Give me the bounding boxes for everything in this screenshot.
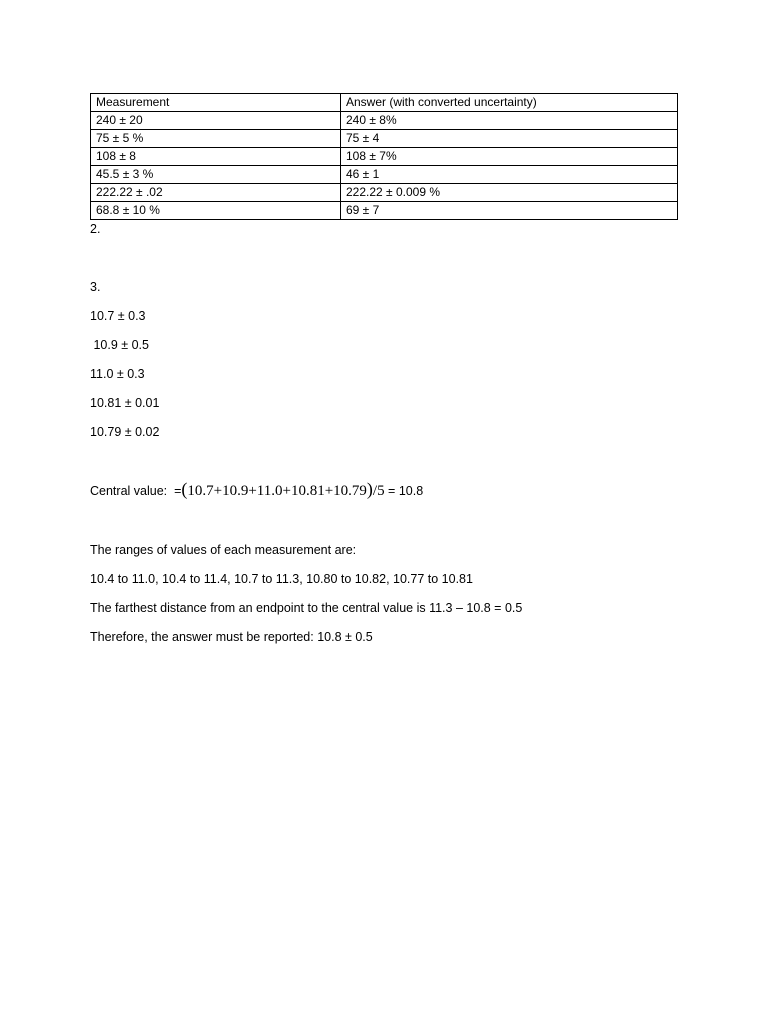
formula-close-paren: ) xyxy=(366,479,373,499)
table-row xyxy=(91,202,678,220)
measurement-cell: 222.22 ± .02 xyxy=(91,184,341,202)
answer-cell: 69 ± 7 xyxy=(341,202,678,220)
conclusion-line: Therefore, the answer must be reported: 10.8 ± 0.5 xyxy=(90,630,373,644)
answer-cell: 75 ± 4 xyxy=(341,130,678,148)
measurement-line: 11.0 ± 0.3 xyxy=(90,367,145,381)
header-answer: Answer (with converted uncertainty) xyxy=(341,94,678,112)
measurement-cell: 108 ± 8 xyxy=(91,148,341,166)
item-2-label: 2. xyxy=(90,222,101,236)
measurement-line: 10.81 ± 0.01 xyxy=(90,396,160,410)
answer-cell: 108 ± 7% xyxy=(341,148,678,166)
answer-cell: 222.22 ± 0.009 % xyxy=(341,184,678,202)
answer-cell: 240 ± 8% xyxy=(341,112,678,130)
central-value-line xyxy=(90,479,424,499)
table-row xyxy=(91,148,678,166)
measurement-line: 10.79 ± 0.02 xyxy=(90,425,160,439)
table-row xyxy=(91,130,678,148)
table-header-row xyxy=(91,94,678,112)
measurement-line: 10.7 ± 0.3 xyxy=(90,309,146,323)
answer-cell: 46 ± 1 xyxy=(341,166,678,184)
formula-divisor: /5 xyxy=(372,483,385,499)
table-row xyxy=(91,166,678,184)
table-row xyxy=(91,112,678,130)
item-3-label: 3. xyxy=(90,280,101,294)
formula-expression: 10.7+10.9+11.0+10.81+10.79 xyxy=(187,483,367,499)
header-measurement: Measurement xyxy=(91,94,341,112)
measurement-cell: 45.5 ± 3 % xyxy=(91,166,341,184)
ranges-intro: The ranges of values of each measurement are: xyxy=(90,543,357,557)
uncertainty-table xyxy=(90,93,678,220)
measurement-cell: 75 ± 5 % xyxy=(91,130,341,148)
farthest-distance-line: The farthest distance from an endpoint to the central value is 11.3 – 10.8 = 0.5 xyxy=(90,601,523,615)
central-value-result: = 10.8 xyxy=(384,484,424,498)
measurement-line: 10.9 ± 0.5 xyxy=(90,338,149,352)
measurement-cell: 240 ± 20 xyxy=(91,112,341,130)
table-row xyxy=(91,184,678,202)
central-value-label: Central value: = xyxy=(90,484,182,498)
formula-open-paren: ( xyxy=(181,479,188,499)
ranges-list: 10.4 to 11.0, 10.4 to 11.4, 10.7 to 11.3, 10.80 to 10.82, 10.77 to 10.81 xyxy=(90,572,473,586)
measurement-cell: 68.8 ± 10 % xyxy=(91,202,341,220)
